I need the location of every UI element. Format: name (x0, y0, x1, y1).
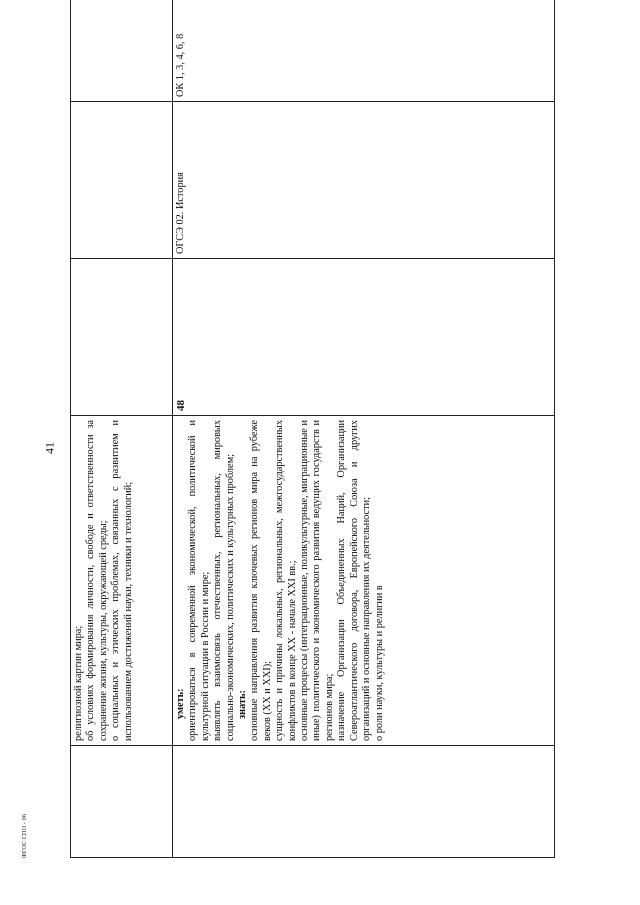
content-line: об условиях формирования личности, свободе и ответственности за сохранение жизни, культуры, окружающей среды; (85, 420, 109, 741)
umet-label: уметь: (175, 688, 186, 719)
content-line: основные процессы (интеграционные, поликультурные, миграционные и иные) политического и экономического развития ведущих государств и регионов мира; (299, 420, 335, 741)
footer-code: ФГОС СПО - 06 (22, 813, 28, 859)
content-line: о социальных и этических проблемах, связанных с развитием и использованием достижений науки, техники и технологий; (110, 420, 134, 741)
content-line: сущность и причины локальных, региональных, межгосударственных конфликтов в конце XX - начале XXI вв.; (274, 420, 298, 741)
discipline-cell: ОГСЭ 02. История (173, 102, 555, 259)
content-line: ориентироваться в современной экономической, политической и культурной ситуации в России и мире; (187, 420, 211, 741)
rotated-table (70, 33, 554, 858)
competences-cell: ОК 1, 3, 4, 6, 8 (173, 0, 555, 102)
content-line: назначение Организации Объединенных Наций, Организации Североатлантического договора, Европейского Союза и других организаций и основные направления их деятельности; (336, 420, 373, 741)
content-cell (173, 416, 555, 746)
table-row (173, 0, 555, 858)
index-cell (71, 746, 173, 858)
content-line: религиозной картин мира; (73, 625, 84, 741)
znat-label: знать: (237, 690, 249, 719)
page-number: 41 (42, 442, 57, 454)
table-row (71, 0, 173, 858)
content-cell (71, 416, 173, 746)
competences-cell (71, 0, 173, 102)
discipline-cell (71, 102, 173, 259)
competence-table (70, 0, 555, 858)
hours-cell (71, 259, 173, 416)
content-line: о роли науки, культуры и религии в (373, 585, 385, 741)
content-line: выявлять взаимосвязь отечественных, региональных, мировых социально-экономических, политических и культурных проблем; (212, 420, 236, 741)
content-line: основные направления развития ключевых регионов мира на рубеже веков (XX и XXI); (249, 420, 273, 741)
hours-cell: 48 (173, 259, 555, 416)
index-cell (173, 746, 555, 858)
